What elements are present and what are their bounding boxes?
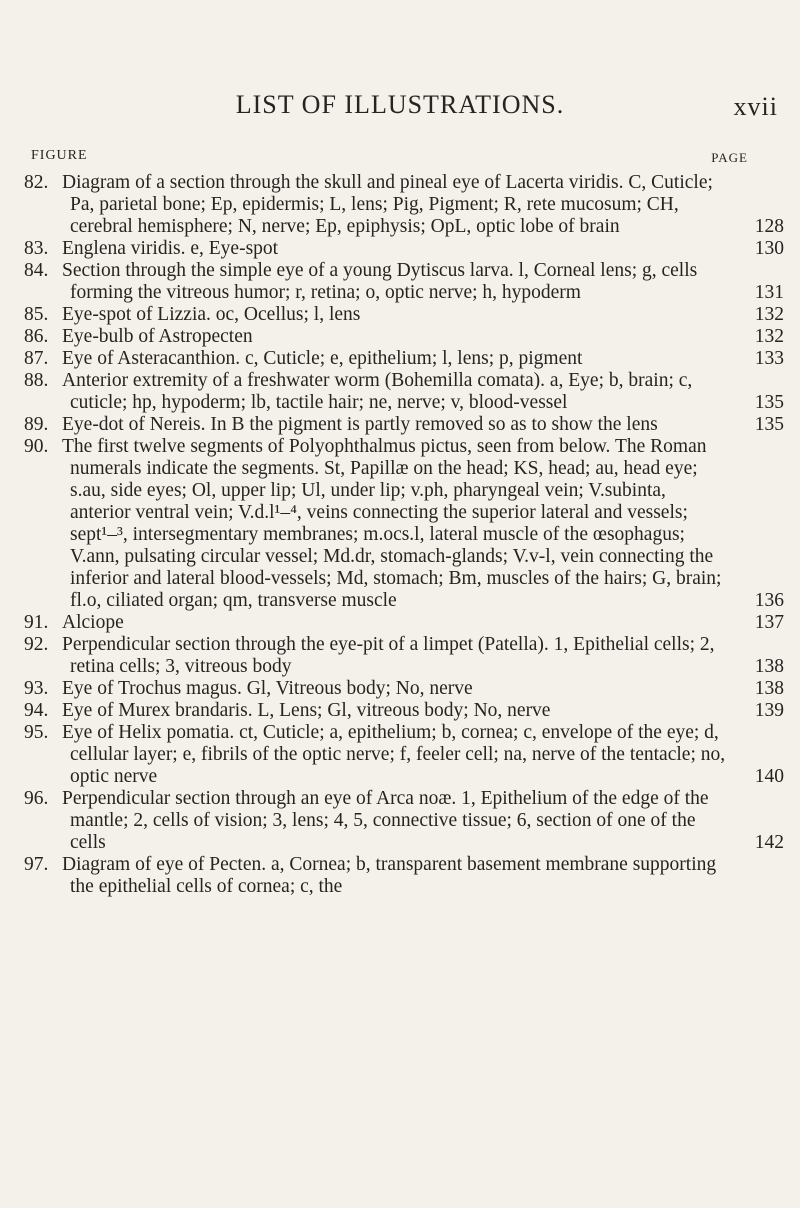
page-number: 133 [754, 348, 784, 369]
figure-caption: Perpendicular section through an eye of Arca noæ. 1, Epithelium of the edge of the mantle; 2, cells of vision; 3, lens; 4, 5, connective tissue; 6, section of one of the cells [62, 788, 709, 853]
figure-number: 94. [24, 700, 49, 721]
column-heading-page: PAGE [711, 150, 748, 165]
page-number: 135 [754, 414, 784, 435]
figure-caption: Alciope [62, 612, 124, 633]
list-item [24, 854, 784, 898]
figure-number: 89. [24, 414, 49, 435]
figure-number: 87. [24, 348, 49, 369]
figure-caption: Eye-dot of Nereis. In B the pigment is partly removed so as to show the lens [62, 414, 658, 435]
list-item [24, 414, 784, 436]
figure-caption: Eye-bulb of Astropecten [62, 326, 253, 347]
list-item [24, 238, 784, 260]
list-item [24, 678, 784, 700]
page-number: 132 [754, 326, 784, 347]
figure-number: 85. [24, 304, 49, 325]
list-item [24, 370, 784, 414]
page-number: 138 [754, 656, 784, 677]
list-item [24, 788, 784, 854]
list-item [24, 326, 784, 348]
page-number: 137 [754, 612, 784, 633]
figure-number: 93. [24, 678, 49, 699]
page-number: 128 [754, 216, 784, 237]
page-number: 139 [754, 700, 784, 721]
list-item [24, 304, 784, 326]
page-number: 140 [754, 766, 784, 787]
figure-caption: Anterior extremity of a freshwater worm (Bohemilla comata). a, Eye; b, brain; c, cuticle; hp, hypoderm; lb, tactile hair; ne, nerve; v, blood-vessel [62, 370, 693, 413]
figure-number: 95. [24, 722, 49, 743]
figure-caption: Perpendicular section through the eye-pit of a limpet (Patella). 1, Epithelial cells; 2, retina cells; 3, vitreous body [62, 634, 715, 677]
figure-number: 86. [24, 326, 49, 347]
figure-number: 88. [24, 370, 49, 391]
figure-caption: Diagram of eye of Pecten. a, Cornea; b, transparent basement membrane supporting the epithelial cells of cornea; c, the [62, 854, 717, 897]
figure-number: 90. [24, 436, 49, 457]
list-item [24, 260, 784, 304]
page-number: 136 [754, 590, 784, 611]
page-number: 132 [754, 304, 784, 325]
figure-number: 91. [24, 612, 49, 633]
list-item [24, 436, 784, 612]
figure-number: 92. [24, 634, 49, 655]
list-item [24, 700, 784, 722]
figure-number: 97. [24, 854, 49, 875]
figure-caption: Diagram of a section through the skull and pineal eye of Lacerta viridis. C, Cuticle; Pa, parietal bone; Ep, epidermis; L, lens; Pig, Pigment; R, rete mucosum; CH, cerebral hemisphere; N, nerve; Ep, epiphysis; OpL, optic lobe of brain [62, 172, 713, 237]
illustration-list [24, 172, 784, 898]
page-number: 142 [754, 832, 784, 853]
page-number: 131 [754, 282, 784, 303]
list-item [24, 634, 784, 678]
figure-number: 96. [24, 788, 49, 809]
figure-caption: The first twelve segments of Polyophthalmus pictus, seen from below. The Roman numerals indicate the segments. St, Papillæ on the head; KS, head; au, head eye; s.au, side eyes; Ol, upper lip; Ul, under lip; v.ph, pharyngeal vein; V.subinta, anterior ventral vein; V.d.l¹–⁴, veins connecting the superior lateral and vessels; sept¹–³, intersegmentary membranes; m.ocs.l, lateral muscle of the œsophagus; V.ann, pulsating circular vessel; Md.dr, stomach-glands; V.v-l, vein connecting the inferior and lateral blood-vessels; Md, stomach; Bm, muscles of the hairs; G, brain; fl.o, ciliated organ; qm, transverse muscle [62, 436, 722, 611]
figure-caption: Eye of Asteracanthion. c, Cuticle; e, epithelium; l, lens; p, pigment [62, 348, 583, 369]
page-number: 138 [754, 678, 784, 699]
figure-caption: Eye of Trochus magus. Gl, Vitreous body; No, nerve [62, 678, 473, 699]
roman-page-number: xvii [733, 92, 778, 121]
figure-caption: Eye of Murex brandaris. L, Lens; Gl, vitreous body; No, nerve [62, 700, 551, 721]
column-heading-figure: FIGURE [31, 148, 88, 163]
figure-number: 82. [24, 172, 49, 193]
figure-caption: Eye-spot of Lizzia. oc, Ocellus; l, lens [62, 304, 361, 325]
page-title: LIST OF ILLUSTRATIONS. [235, 90, 565, 119]
page-number: 135 [754, 392, 784, 413]
list-item [24, 722, 784, 788]
figure-caption: Englena viridis. e, Eye-spot [62, 238, 279, 259]
list-item [24, 612, 784, 634]
list-item [24, 172, 784, 238]
figure-number: 84. [24, 260, 49, 281]
figure-number: 83. [24, 238, 49, 259]
page-number: 130 [754, 238, 784, 259]
figure-caption: Eye of Helix pomatia. ct, Cuticle; a, epithelium; b, cornea; c, envelope of the eye; d, cellular layer; e, fibrils of the optic nerve; f, feeler cell; na, nerve of the tentacle; no, optic nerve [62, 722, 726, 787]
figure-caption: Section through the simple eye of a young Dytiscus larva. l, Corneal lens; g, cells forming the vitreous humor; r, retina; o, optic nerve; h, hypoderm [62, 260, 698, 303]
list-item [24, 348, 784, 370]
